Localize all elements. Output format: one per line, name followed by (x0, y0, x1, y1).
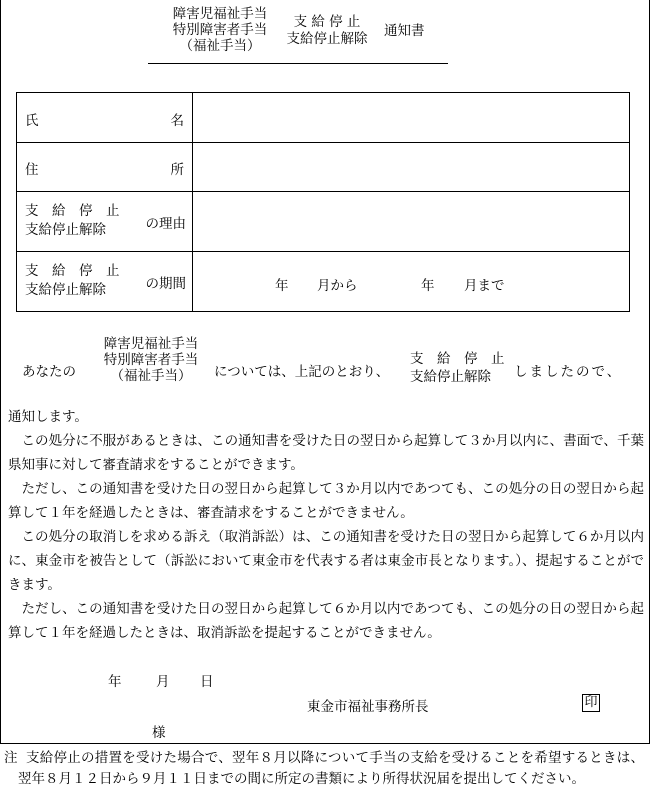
period-from-year: 年 (275, 278, 289, 294)
title-allowance-type: （福祉手当） (179, 38, 261, 54)
title-allowance-type: 特別障害者手当 (172, 22, 268, 38)
notice-allowance-type: 特別障害者手当 (103, 352, 199, 368)
reason-label-cell (17, 192, 193, 251)
title-suffix: 通知書 (384, 23, 425, 39)
period-action: 支 給 停 止 (25, 263, 120, 279)
paragraph: 通知します。 (8, 409, 88, 425)
title-action: 支給停止解除 (286, 31, 368, 47)
issuer-office: 東金市福祉事務所長 (307, 699, 429, 715)
notice-action: 支給停止解除 (410, 369, 491, 385)
table-row-reason (17, 191, 629, 251)
paragraph: ただし、この通知書を受けた日の翌日から起算して６か月以内であつても、この処分の日の翌日から起算して１年を経過したときは、取消訴訟を提起することができません。 (8, 601, 644, 641)
document-title (148, 6, 448, 64)
reason-action: 支給停止解除 (25, 222, 106, 238)
title-actions (282, 14, 372, 48)
reason-action: 支 給 停 止 (25, 203, 120, 219)
table-row-name (17, 93, 629, 142)
title-allowance-type: 障害児福祉手当 (172, 6, 268, 22)
period-field[interactable] (193, 252, 629, 311)
name-label-cell (17, 93, 193, 142)
footnote (4, 748, 644, 790)
title-action: 支 給 停 止 (293, 14, 361, 30)
notice-action: 支 給 停 止 (410, 351, 505, 367)
notice-middle: については、上記のとおり、 (214, 364, 390, 380)
recipient-suffix: 様 (152, 725, 166, 741)
footnote-text: 支給停止の措置を受けた場合で、翌年８月以降について手当の支給を受けることを希望するときは、翌年８月１２日から９月１１日までの間に所定の書類により所得状況届を提出してください。 (18, 750, 644, 787)
notice-end: しましたので、 (514, 364, 623, 380)
footnote-mark: 注 (4, 750, 18, 766)
paragraph: ただし、この通知書を受けた日の翌日から起算して３か月以内であつても、この処分の日の翌日から起算して１年を経過したときは、審査請求をすることができません。 (8, 481, 644, 521)
period-to-year: 年 (421, 278, 435, 294)
name-label-char: 名 (170, 113, 184, 129)
notice-allowance-type: 障害児福祉手当 (103, 336, 199, 352)
info-table (16, 92, 630, 312)
table-row-address (17, 142, 629, 191)
period-label-cell (17, 252, 193, 311)
address-field[interactable] (193, 143, 629, 191)
period-action: 支給停止解除 (25, 282, 106, 298)
period-to-month: 月まで (464, 278, 505, 294)
name-label-char: 氏 (25, 113, 39, 129)
reason-field[interactable] (193, 192, 629, 251)
title-allowance-types (165, 6, 275, 54)
notice-sentence (0, 332, 650, 392)
period-from-month: 月から (317, 278, 358, 294)
period-suffix: の期間 (145, 276, 186, 292)
paragraph: この処分の取消しを求める訴え（取消訴訟）は、この通知書を受けた日の翌日から起算して６か月以内に、東金市を被告として（訴訟において東金市を代表する者は東金市長となります。）、提起することができます。 (8, 529, 644, 593)
name-field[interactable] (193, 93, 629, 142)
notice-allowance-type: （福祉手当） (110, 368, 192, 384)
address-label-char: 所 (170, 162, 184, 178)
notice-prefix: あなたの (22, 364, 76, 380)
date-month: 月 (156, 674, 170, 690)
body-text (8, 405, 644, 645)
address-label-cell (17, 143, 193, 191)
notice-actions (410, 350, 505, 386)
seal-mark: 印 (582, 694, 600, 712)
date-day: 日 (200, 674, 214, 690)
address-label-char: 住 (25, 162, 39, 178)
paragraph: この処分に不服があるときは、この通知書を受けた日の翌日から起算して３か月以内に、書面で、千葉県知事に対して審査請求をすることができます。 (8, 433, 644, 473)
date-year: 年 (108, 674, 122, 690)
reason-suffix: の理由 (145, 216, 186, 232)
table-row-period (17, 251, 629, 311)
notice-allowance-types (97, 336, 205, 384)
